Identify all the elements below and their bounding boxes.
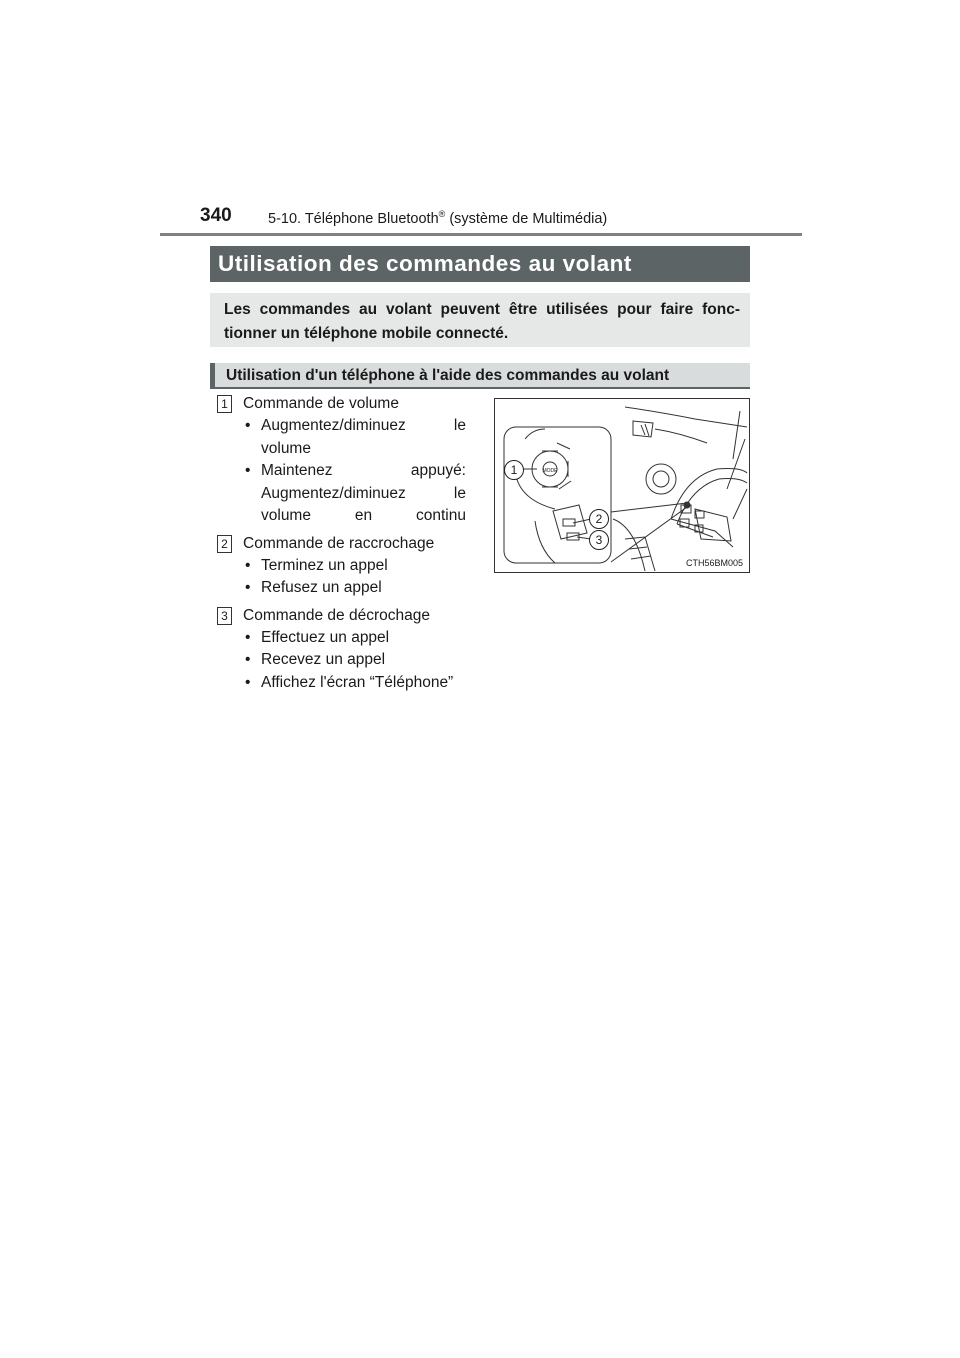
item-number: 1 xyxy=(217,395,232,413)
item-pick-up xyxy=(210,604,480,695)
intro-box: Les commandes au volant peuvent être utilisées pour faire fonc-tionner un téléphone mobile connecté. xyxy=(210,293,750,347)
figure-code: CTH56BM005 xyxy=(685,558,743,568)
bullet: • Affichez l'écran “Téléphone” xyxy=(243,672,466,695)
chapter-suffix: (système de Multimédia) xyxy=(445,210,608,227)
registered-mark: ® xyxy=(438,209,446,219)
subheading: Utilisation d'un téléphone à l'aide des commandes au volant xyxy=(210,363,750,389)
chapter-prefix: 5-10. Téléphone Bluetooth xyxy=(268,210,439,227)
bullet: • Effectuez un appel xyxy=(243,627,466,650)
item-title: Commande de volume xyxy=(243,395,399,412)
item-number: 2 xyxy=(217,535,232,553)
item-list xyxy=(210,392,480,698)
bullet: • Augmentez/diminuez le volume xyxy=(243,415,466,460)
item-hang-up xyxy=(210,532,480,600)
callout-1: 1 xyxy=(504,460,524,480)
item-title: Commande de raccrochage xyxy=(243,534,435,552)
bullet: • Terminez un appel xyxy=(243,555,466,578)
item-number: 3 xyxy=(217,607,232,625)
bullet-list xyxy=(243,415,480,528)
callout-3: 3 xyxy=(589,530,609,550)
mode-button-label: MODE xyxy=(542,468,558,474)
section-title: Utilisation des commandes au volant xyxy=(210,246,750,282)
page-header xyxy=(198,205,802,235)
bullet-list xyxy=(243,627,480,695)
steering-controls-figure xyxy=(494,398,750,573)
item-volume xyxy=(210,392,480,528)
page-number: 340 xyxy=(200,205,232,226)
bullet: • Maintenez appuyé: Augmentez/diminuez le volume en continu xyxy=(243,460,466,528)
item-title: Commande de décrochage xyxy=(243,606,430,624)
callout-2: 2 xyxy=(589,509,609,529)
chapter-title xyxy=(268,209,607,227)
header-rule xyxy=(160,233,802,236)
bullet: • Recevez un appel xyxy=(243,649,466,672)
bullet: • Refusez un appel xyxy=(243,577,466,600)
bullet-list xyxy=(243,555,480,600)
steering-wheel-illustration xyxy=(495,399,749,572)
